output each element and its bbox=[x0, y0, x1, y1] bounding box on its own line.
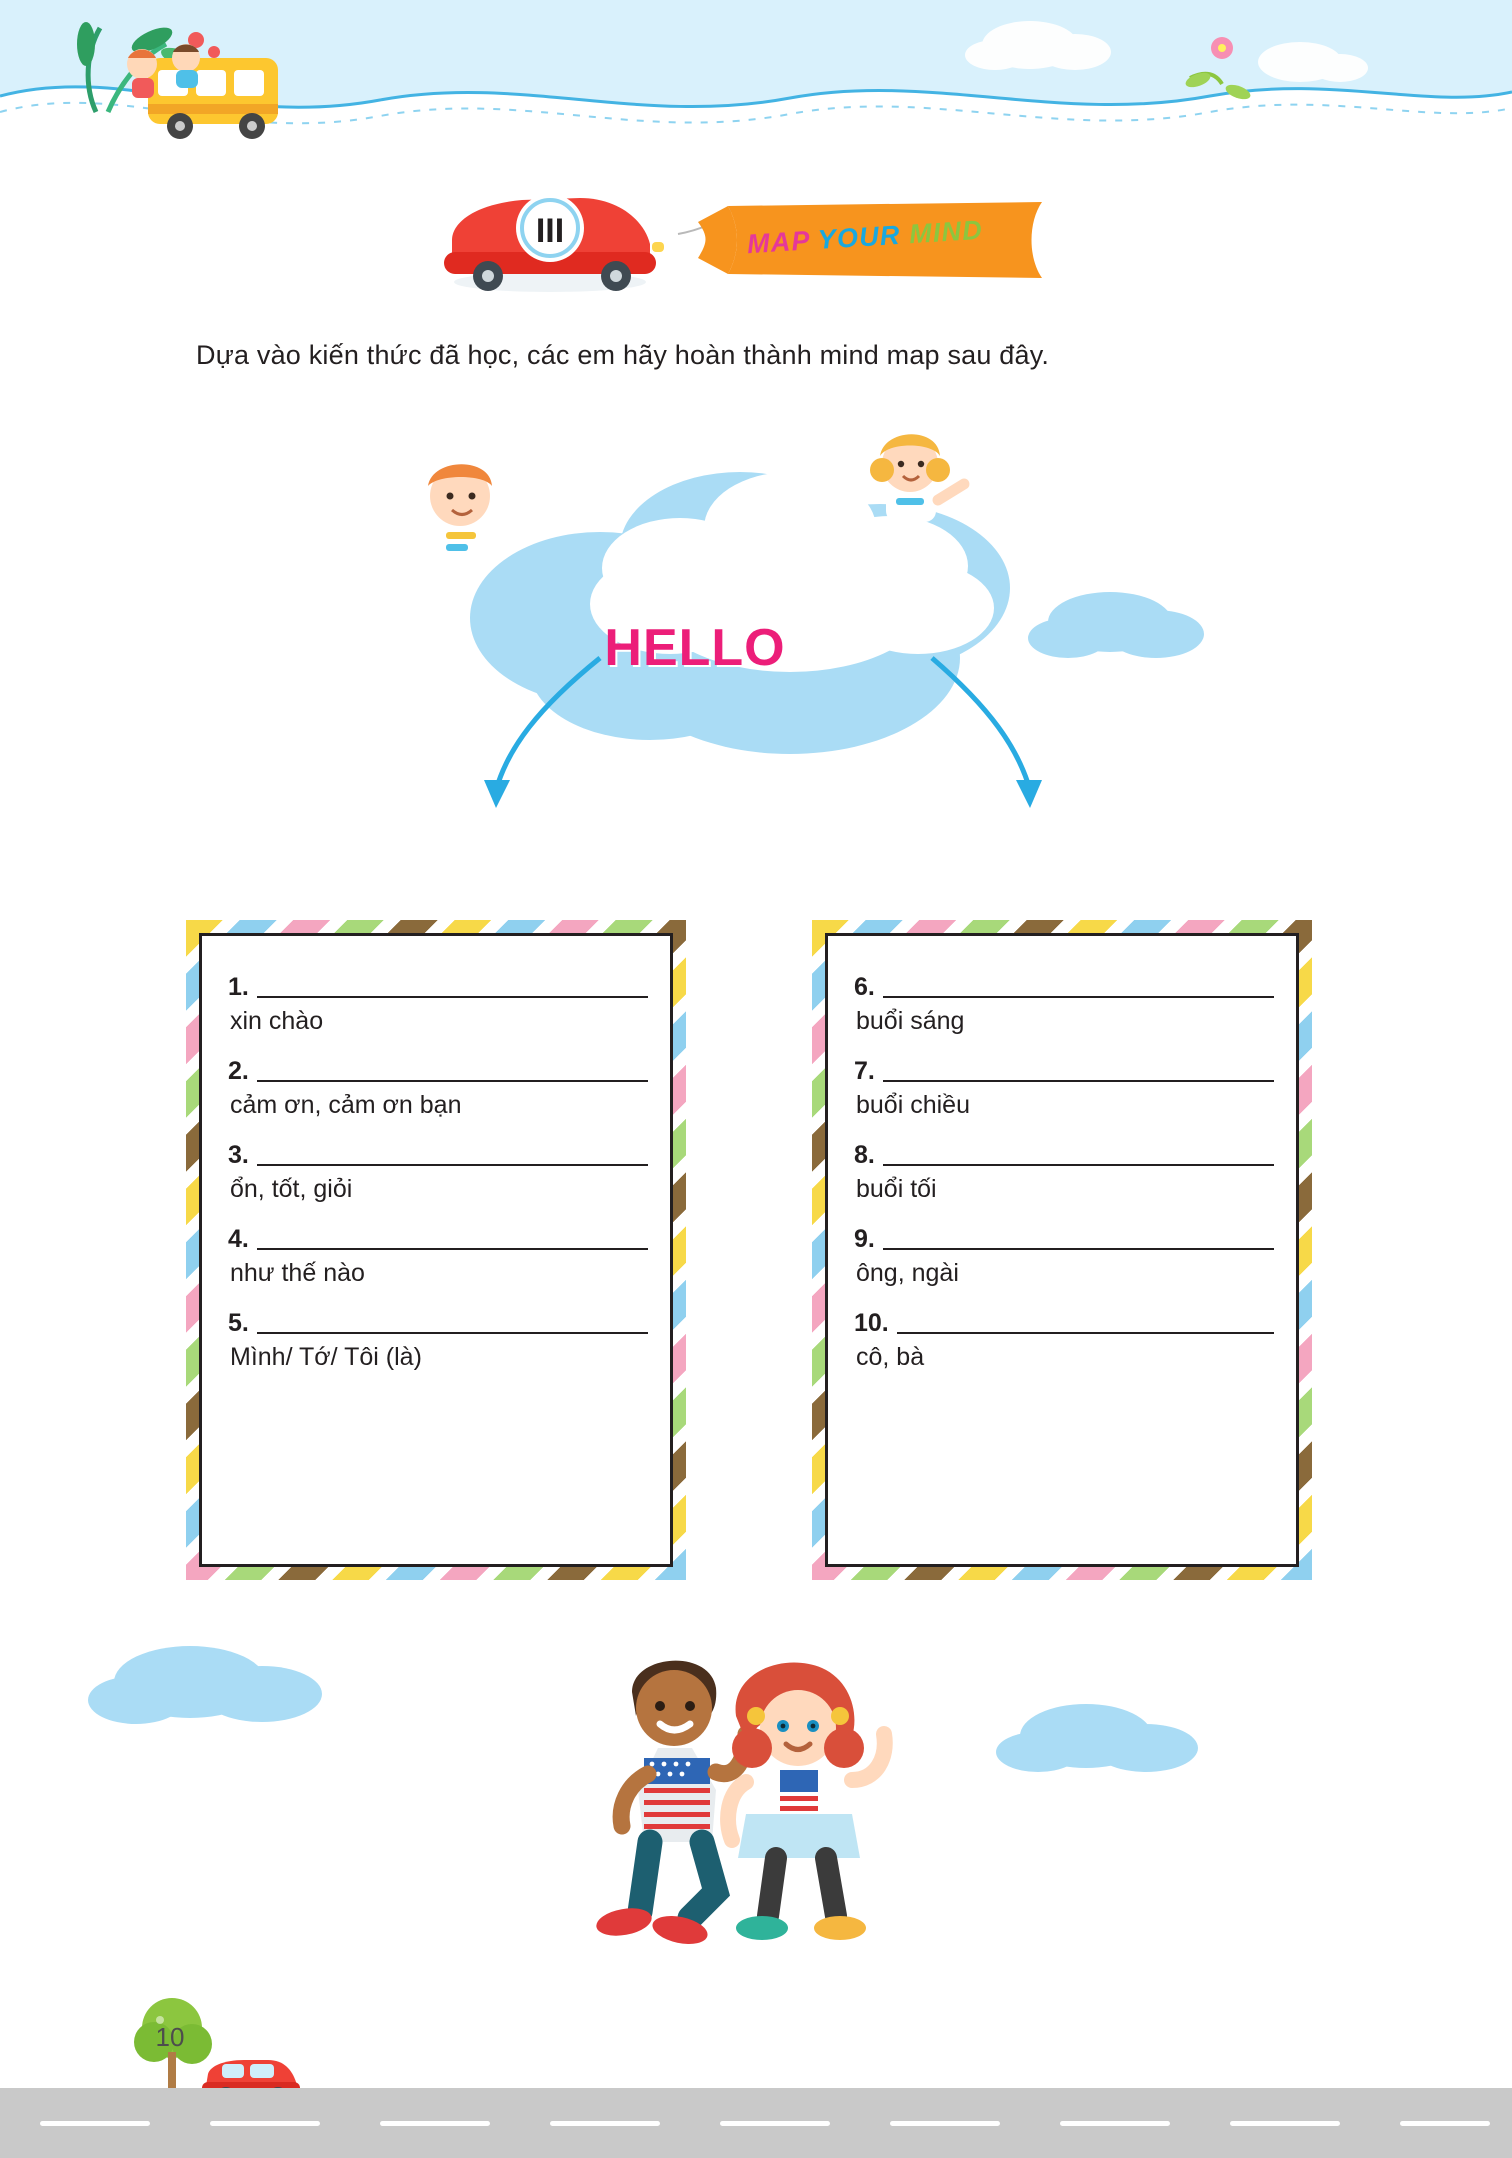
red-car-badge-icon bbox=[430, 186, 670, 296]
flower-icon bbox=[1184, 37, 1253, 102]
entry-word: buổi tối bbox=[856, 1175, 937, 1203]
page-number: 10 bbox=[155, 2022, 185, 2052]
answer-box-right-inner bbox=[825, 933, 1299, 1567]
answer-blank-4[interactable] bbox=[257, 1224, 648, 1250]
instruction-text: Dựa vào kiến thức đã học, các em hãy hoàn thành mind map sau đây. bbox=[196, 340, 1050, 370]
list-item bbox=[854, 1130, 1274, 1208]
entry-number: 6. bbox=[854, 973, 875, 1001]
answer-box-left bbox=[186, 920, 686, 1580]
list-item bbox=[854, 1298, 1274, 1376]
mindmap-center-label: HELLO bbox=[604, 619, 786, 677]
cloud-decoration-right bbox=[990, 1680, 1220, 1790]
section-header bbox=[430, 178, 1130, 298]
entry-word: buổi chiều bbox=[856, 1091, 970, 1119]
answer-blank-9[interactable] bbox=[883, 1224, 1274, 1250]
list-item bbox=[228, 1298, 648, 1376]
footer-road-band bbox=[0, 2088, 1512, 2158]
entry-number: 9. bbox=[854, 1225, 875, 1253]
list-item bbox=[228, 1046, 648, 1124]
list-item bbox=[854, 1214, 1274, 1292]
top-band-svg bbox=[0, 0, 1512, 150]
answer-box-right bbox=[812, 920, 1312, 1580]
list-item bbox=[854, 1046, 1274, 1124]
entry-word: như thế nào bbox=[230, 1259, 365, 1287]
entry-number: 5. bbox=[228, 1309, 249, 1337]
answer-blank-6[interactable] bbox=[883, 972, 1274, 998]
entry-word: Mình/ Tớ/ Tôi (là) bbox=[230, 1343, 422, 1371]
entry-number: 3. bbox=[228, 1141, 249, 1169]
entry-number: 7. bbox=[854, 1057, 875, 1085]
boy-character-icon bbox=[428, 464, 492, 560]
entry-number: 10. bbox=[854, 1309, 889, 1337]
entry-word: cảm ơn, cảm ơn bạn bbox=[230, 1091, 462, 1119]
ribbon-word-your: YOUR bbox=[816, 219, 902, 255]
list-item bbox=[228, 1130, 648, 1208]
answer-box-left-inner bbox=[199, 933, 673, 1567]
entry-number: 2. bbox=[228, 1057, 249, 1085]
entry-word: ổn, tốt, giỏi bbox=[230, 1175, 353, 1203]
top-decorative-band bbox=[0, 0, 1512, 150]
answer-blank-10[interactable] bbox=[897, 1308, 1274, 1334]
answer-blank-1[interactable] bbox=[257, 972, 648, 998]
answer-blank-2[interactable] bbox=[257, 1056, 648, 1082]
entry-number: 4. bbox=[228, 1225, 249, 1253]
list-item bbox=[228, 1214, 648, 1292]
cloud-decoration-left bbox=[80, 1620, 360, 1740]
section-number: III bbox=[535, 212, 565, 250]
ribbon-word-map: MAP bbox=[746, 225, 811, 260]
girl-jumping-icon bbox=[728, 1663, 885, 1940]
entry-number: 8. bbox=[854, 1141, 875, 1169]
entry-word: ông, ngài bbox=[856, 1259, 959, 1287]
entry-word: buổi sáng bbox=[856, 1007, 965, 1035]
ribbon-word-mind: MIND bbox=[908, 214, 984, 250]
entry-word: xin chào bbox=[230, 1007, 324, 1035]
answer-blank-8[interactable] bbox=[883, 1140, 1274, 1166]
entry-number: 1. bbox=[228, 973, 249, 1001]
entry-word: cô, bà bbox=[856, 1343, 925, 1371]
kids-illustration bbox=[540, 1630, 960, 1970]
list-item bbox=[854, 962, 1274, 1040]
answer-blank-7[interactable] bbox=[883, 1056, 1274, 1082]
list-item bbox=[228, 962, 648, 1040]
answer-blank-3[interactable] bbox=[257, 1140, 648, 1166]
answer-blank-5[interactable] bbox=[257, 1308, 648, 1334]
